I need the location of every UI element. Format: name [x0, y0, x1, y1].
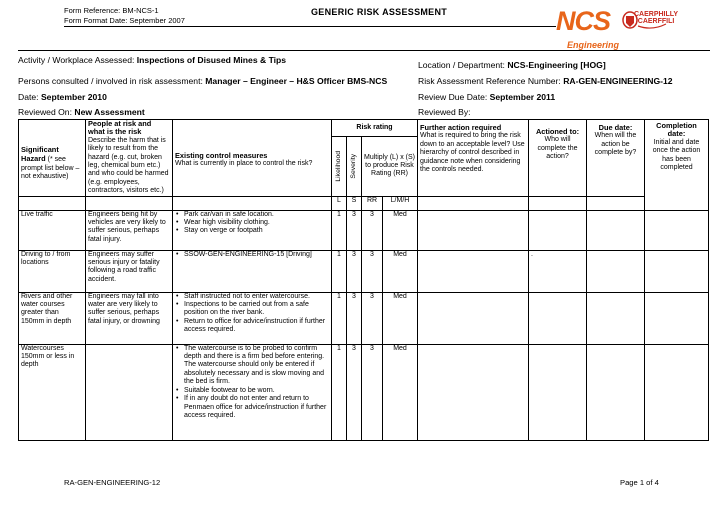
- due-date-cell: [587, 210, 645, 250]
- control-item: • Suitable footwear to be worn.: [175, 387, 329, 395]
- header-people-at-risk-title: People at risk and what is the risk: [88, 119, 152, 137]
- header-completion-date: [645, 120, 709, 211]
- persons-value: Manager – Engineer – H&S Officer BMS-NCS: [205, 76, 388, 86]
- reviewed-on-line: [18, 107, 145, 117]
- header-spacer-4: [418, 196, 529, 210]
- header-likelihood: [332, 136, 347, 196]
- caerphilly-logo-line2: CAERFFILI: [637, 18, 675, 25]
- completion-date-cell: [645, 344, 709, 440]
- further-action-cell: [418, 344, 529, 440]
- header-existing-controls-title: Existing control measures: [175, 151, 268, 160]
- page-title: GENERIC RISK ASSESSMENT: [311, 7, 448, 17]
- due-date-cell: [587, 250, 645, 292]
- reviewed-by-line: [418, 107, 471, 117]
- header-significant-hazard-note: (* see prompt list below – not exhaustive): [21, 156, 80, 181]
- form-format-date: Form Format Date: September 2007: [64, 16, 185, 25]
- actioned-to-cell: [529, 210, 587, 250]
- date-value: September 2010: [40, 92, 107, 102]
- completion-date-cell: [645, 250, 709, 292]
- location-line: [418, 60, 606, 70]
- header-people-at-risk-note: Describe the harm that is likely to result from the hazard (e.g. cut, broken leg, chemical burn etc.) and who could be harmed (e.g. employees, contractors, visitors etc.): [88, 136, 169, 195]
- header-risk-rating: Risk rating: [332, 120, 418, 137]
- table-row: [19, 250, 709, 292]
- header-row-1: [19, 120, 709, 137]
- header-RR: RR: [362, 196, 383, 210]
- header-spacer-5: [529, 196, 587, 210]
- header-due-date-note: When will the action be complete by?: [594, 132, 637, 157]
- likelihood-cell: 1: [332, 344, 347, 440]
- hazard-cell: Rivers and other water courses greater than 150mm in depth: [19, 292, 86, 344]
- control-item: • Wear high visibility clothing.: [175, 219, 329, 227]
- controls-cell: [173, 344, 332, 440]
- header-due-date-title: Due date:: [598, 123, 633, 132]
- control-item: • The watercourse is to be probed to confirm depth and there is a firm bed before entering. The watercourse should only be entered if absolutely necessary and is slow moving and the bed is firm.: [175, 345, 329, 387]
- header-due-date: [587, 120, 645, 197]
- header-existing-controls: [173, 120, 332, 197]
- due-date-cell: [587, 344, 645, 440]
- people-cell: Engineers being hit by vehicles are very likely to suffer serious, perhaps fatal injury.: [86, 210, 173, 250]
- due-date-cell: [587, 292, 645, 344]
- header-existing-controls-note: What is currently in place to control the risk?: [175, 160, 313, 168]
- header-further-action-note: What is required to bring the risk down to an acceptable level? Use hierarchy of control described in guidance note when considering the controls needed.: [420, 132, 525, 174]
- risk-rating-cell: 3: [362, 210, 383, 250]
- header-L: L: [332, 196, 347, 210]
- engineering-logo-text: Engineering: [567, 40, 620, 50]
- severity-cell: 3: [347, 250, 362, 292]
- people-cell: Engineers may suffer serious injury or fatality following a road traffic accident.: [86, 250, 173, 292]
- risk-level-cell: Med: [383, 344, 418, 440]
- actioned-to-cell: [529, 344, 587, 440]
- risk-assessment-table: [18, 119, 709, 441]
- header-actioned-to: [529, 120, 587, 197]
- header-spacer-1: [19, 196, 86, 210]
- people-cell: [86, 344, 173, 440]
- activity-label: Activity / Workplace Assessed:: [18, 55, 135, 65]
- header-spacer-6: [587, 196, 645, 210]
- header-completion-date-note: Initial and date once the action has been completed: [652, 138, 701, 172]
- location-value: NCS-Engineering [HOG]: [507, 60, 606, 70]
- further-action-cell: [418, 292, 529, 344]
- caerphilly-logo: [634, 11, 678, 25]
- control-item: • Inspections to be carried out from a safe position on the river bank.: [175, 301, 329, 318]
- review-due-line: [418, 92, 555, 102]
- risk-rating-cell: 3: [362, 292, 383, 344]
- completion-date-cell: [645, 292, 709, 344]
- review-due-label: Review Due Date:: [418, 92, 488, 102]
- likelihood-cell: 1: [332, 210, 347, 250]
- severity-cell: 3: [347, 344, 362, 440]
- reviewed-on-value: New Assessment: [74, 107, 145, 117]
- controls-cell: [173, 292, 332, 344]
- header-spacer-2: [86, 196, 173, 210]
- severity-cell: 3: [347, 210, 362, 250]
- header-divider: [64, 26, 556, 27]
- hazard-cell: Driving to / from locations: [19, 250, 86, 292]
- persons-label: Persons consulted / involved in risk assessment:: [18, 76, 203, 86]
- logo: [556, 6, 706, 50]
- header-significant-hazard-title: Significant Hazard: [21, 145, 59, 164]
- likelihood-cell: 1: [332, 250, 347, 292]
- header-further-action-title: Further action required: [420, 123, 502, 132]
- header-LMH: L/M/H: [383, 196, 418, 210]
- reference-label: Risk Assessment Reference Number:: [418, 76, 561, 86]
- header-actioned-to-note: Who will complete the action?: [537, 136, 578, 161]
- control-item: • If in any doubt do not enter and return to Penmaen office for advice/instruction if further access required.: [175, 395, 329, 420]
- form-reference: Form Reference: BM-NCS-1: [64, 6, 159, 15]
- actioned-to-cell: .: [529, 250, 587, 292]
- ncs-logo: NCS: [556, 6, 611, 36]
- hazard-cell: Watercourses 150mm or less in depth: [19, 344, 86, 440]
- risk-level-cell: Med: [383, 210, 418, 250]
- likelihood-cell: 1: [332, 292, 347, 344]
- risk-rating-cell: 3: [362, 250, 383, 292]
- header-completion-date-title: Completion date:: [656, 121, 697, 139]
- risk-rating-cell: 3: [362, 344, 383, 440]
- reviewed-on-label: Reviewed On:: [18, 107, 72, 117]
- footer-reference: RA-GEN-ENGINEERING-12: [64, 478, 161, 487]
- table-row: [19, 210, 709, 250]
- risk-level-cell: Med: [383, 250, 418, 292]
- location-label: Location / Department:: [418, 60, 505, 70]
- controls-cell: [173, 210, 332, 250]
- date-line: [18, 92, 107, 102]
- header-actioned-to-title: Actioned to:: [535, 127, 580, 136]
- actioned-to-cell: [529, 292, 587, 344]
- severity-cell: 3: [347, 292, 362, 344]
- control-item: • Staff instructed not to enter watercourse.: [175, 293, 329, 301]
- table-row: [19, 344, 709, 440]
- footer-page-number: Page 1 of 4: [620, 478, 659, 487]
- further-action-cell: [418, 210, 529, 250]
- control-item: • SSOW-GEN-ENGINEERING-15 [Driving]: [175, 251, 329, 259]
- further-action-cell: [418, 250, 529, 292]
- header-significant-hazard: [19, 120, 86, 197]
- persons-line: [18, 76, 387, 86]
- activity-value: Inspections of Disused Mines & Tips: [136, 55, 287, 65]
- header-spacer-3: [173, 196, 332, 210]
- control-item: • Return to office for advice/instruction if further access required.: [175, 318, 329, 335]
- hazard-cell: Live traffic: [19, 210, 86, 250]
- date-label: Date:: [18, 92, 39, 102]
- caerphilly-logo-line1: CAERPHILLY: [634, 11, 679, 18]
- header-severity: [347, 136, 362, 196]
- header-further-action: [418, 120, 529, 197]
- header-likelihood-text: Likelihood: [334, 150, 342, 182]
- header-S: S: [347, 196, 362, 210]
- risk-level-cell: Med: [383, 292, 418, 344]
- header-severity-text: Severity: [349, 153, 357, 179]
- header-multiply: Multiply (L) x (S) to produce Risk Rating (RR): [362, 136, 418, 196]
- header-bottom-divider: [18, 50, 710, 51]
- header-people-at-risk: [86, 120, 173, 197]
- completion-date-cell: [645, 210, 709, 250]
- review-due-value: September 2011: [489, 92, 556, 102]
- header-row-3: [19, 196, 709, 210]
- table-row: [19, 292, 709, 344]
- controls-cell: [173, 250, 332, 292]
- people-cell: Engineers may fall into water are very likely to suffer serious, perhaps fatal injury, or drowning: [86, 292, 173, 344]
- control-item: • Park car/van in safe location.: [175, 211, 329, 219]
- reviewed-by-label: Reviewed By:: [418, 107, 471, 117]
- reference-line: [418, 76, 673, 86]
- control-item: • Stay on verge or footpath: [175, 227, 329, 235]
- activity-line: [18, 55, 286, 65]
- reference-value: RA-GEN-ENGINEERING-12: [563, 76, 673, 86]
